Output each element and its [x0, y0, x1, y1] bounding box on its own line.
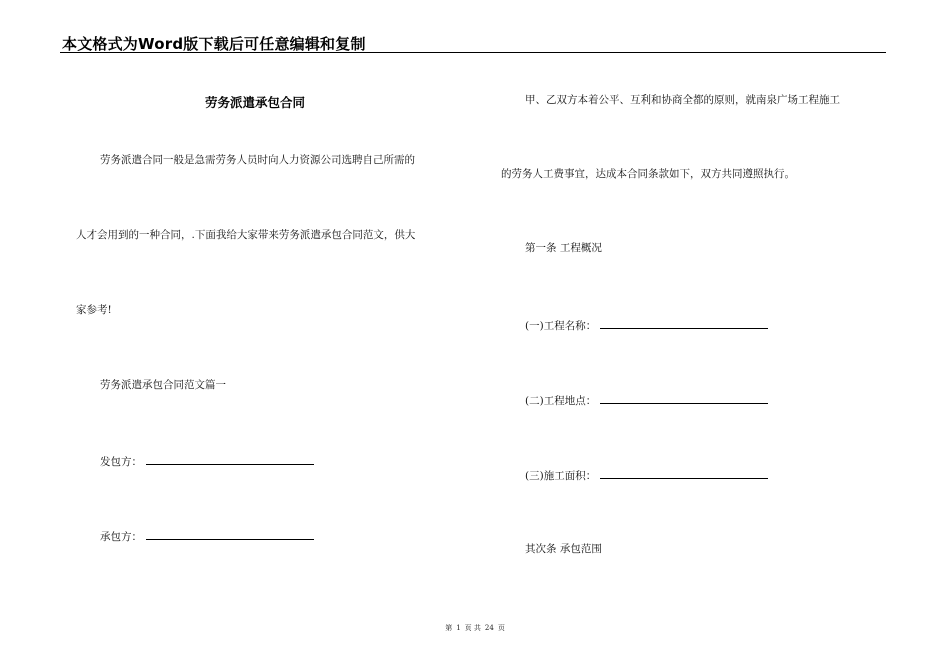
project-name-label: (一)工程名称：: [525, 320, 597, 332]
footer-page-mid: 页 共: [464, 624, 481, 632]
section-heading: 劳务派遣承包合同范文篇一: [100, 379, 226, 391]
project-location-blank-line: [600, 393, 768, 404]
project-location-field: [525, 393, 768, 408]
employer-label: 发包方：: [100, 456, 142, 468]
employer-field: [100, 454, 314, 469]
header-rule: [60, 52, 886, 53]
construction-area-field: [525, 468, 768, 483]
intro-line-1: 劳务派遣合同一般是急需劳务人员时向人力资源公司选聘自己所需的: [100, 154, 415, 166]
right-para-line-2: 的劳务人工费事宜，达成本合同条款如下，双方共同遵照执行。: [501, 168, 795, 180]
footer-page-number: 1: [456, 624, 461, 632]
construction-area-label: (三)施工面积：: [525, 470, 597, 482]
project-location-label: (二)工程地点：: [525, 395, 597, 407]
article-1-heading: 第一条 工程概况: [525, 242, 602, 254]
intro-line-3: 家参考!: [76, 304, 112, 316]
project-name-blank-line: [600, 318, 768, 329]
contractor-label: 承包方：: [100, 531, 142, 543]
contractor-field: [100, 529, 314, 544]
header-text: 本文格式为Word版下载后可任意编辑和复制: [62, 35, 366, 53]
intro-line-2: 人才会用到的一种合同，.下面我给大家带来劳务派遣承包合同范文，供大: [76, 229, 416, 241]
document-title: 劳务派遣承包合同: [205, 95, 306, 110]
page-footer: [0, 623, 950, 633]
footer-page-suffix: 页: [497, 624, 505, 632]
construction-area-blank-line: [600, 468, 768, 479]
contractor-blank-line: [146, 529, 314, 540]
right-para-line-1: 甲、乙双方本着公平、互利和协商全都的原则，就南泉广场工程施工: [525, 94, 840, 106]
project-name-field: [525, 318, 768, 333]
employer-blank-line: [146, 454, 314, 465]
footer-total-pages: 24: [484, 624, 494, 632]
footer-page-prefix: 第: [445, 624, 453, 632]
article-2-heading: 其次条 承包范围: [525, 543, 602, 555]
